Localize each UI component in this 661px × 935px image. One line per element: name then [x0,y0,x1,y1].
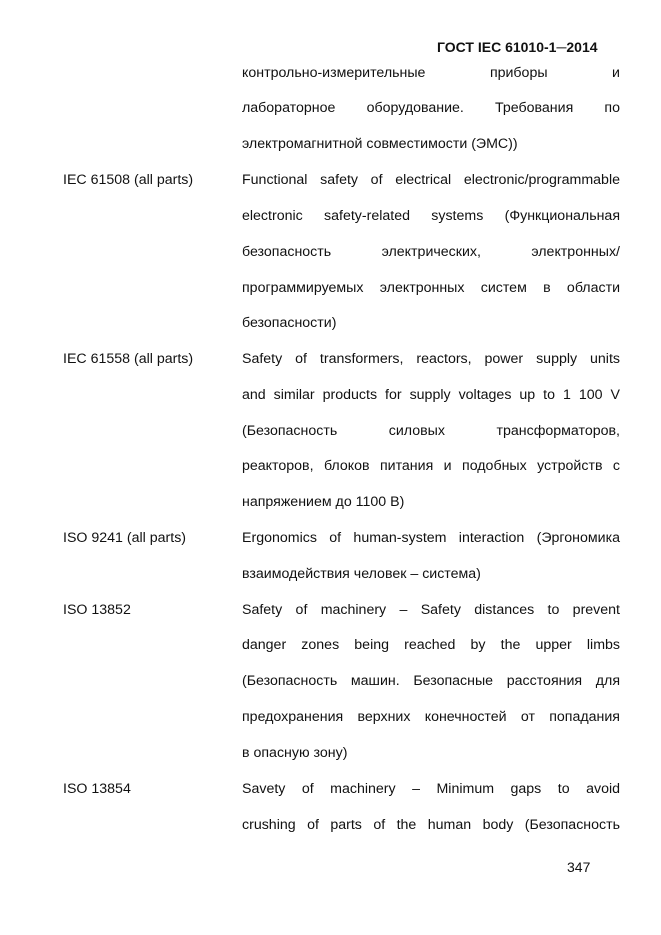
reference-title-line: electronic safety-related systems (Функциональная [242,208,620,224]
reference-code: ISO 13852 [63,602,131,618]
standard-header: ГОСТ IEC 61010-1─2014 [437,39,598,55]
reference-title-line: (Безопасность машин. Безопасные расстояния для [242,673,620,689]
reference-title-line: безопасность электрических, электронных/ [242,244,620,260]
reference-title-line: (Безопасность силовых трансформаторов, [242,423,620,439]
intro-line: контрольно-измерительные приборы и [242,65,620,81]
intro-line: лабораторное оборудование. Требования по [242,100,620,116]
reference-title-line: реакторов, блоков питания и подобных устройств с [242,458,620,474]
reference-title-line: danger zones being reached by the upper limbs [242,637,620,653]
reference-title-line: and similar products for supply voltages up to 1 100 V [242,387,620,403]
reference-title-line: в опасную зону) [242,745,348,761]
reference-code: ISO 9241 (all parts) [63,530,187,546]
reference-code: IEC 61508 (all parts) [63,172,194,188]
reference-title-line: безопасности) [242,315,337,331]
reference-title-line: Safety of transformers, reactors, power supply units [242,351,620,367]
reference-code: IEC 61558 (all parts) [63,351,194,367]
reference-title-line: взаимодействия человек – система) [242,566,481,582]
intro-line: электромагнитной совместимости (ЭМС)) [242,136,518,152]
reference-title-line: напряжением до 1100 В) [242,494,405,510]
reference-title-line: Safety of machinery – Safety distances to prevent [242,602,620,618]
reference-title-line: предохранения верхних конечностей от попадания [242,709,620,725]
reference-title-line: программируемых электронных систем в области [242,280,620,296]
page-number: 347 [567,859,591,875]
reference-title-line: Functional safety of electrical electronic/programmable [242,172,620,188]
reference-title-line: crushing of parts of the human body (Безопасность [242,817,620,833]
reference-code: ISO 13854 [63,781,131,797]
reference-title-line: Ergonomics of human-system interaction (Эргономика [242,530,620,546]
reference-title-line: Savety of machinery – Minimum gaps to avoid [242,781,620,797]
